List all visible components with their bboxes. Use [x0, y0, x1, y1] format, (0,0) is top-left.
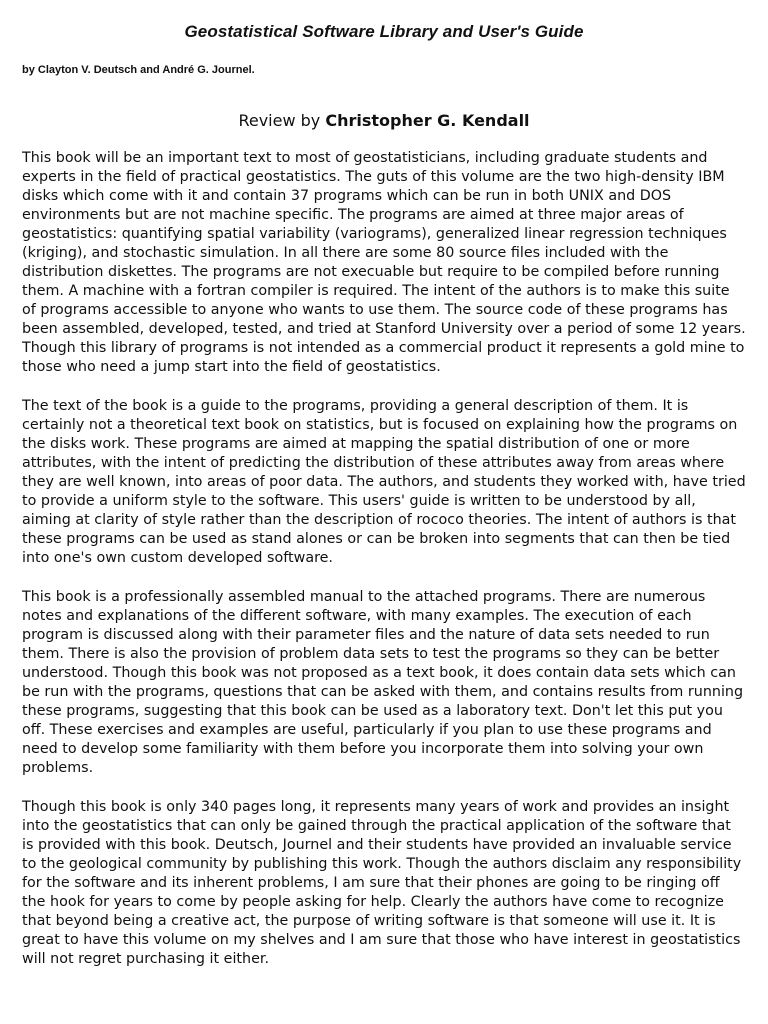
- reviewer-name: Christopher G. Kendall: [325, 111, 530, 130]
- document-title: Geostatistical Software Library and User's Guide: [184, 22, 584, 41]
- review-body: [22, 149, 746, 989]
- paragraph-3: This book is a professionally assembled manual to the attached programs. There are numerous notes and explanations of the different software, with many examples. The execution of each program is discussed along with their parameter files and the nature of data sets needed to run them. There is also the provision of problem data sets to test the programs so they can be better understood. Though this book was not proposed as a text book, it does contain data sets which can be run with the programs, questions that can be asked with them, and contains results from running these programs, suggesting that this book can be used as a laboratory text. Don't let this put you off. These exercises and examples are useful, particularly if you plan to use these programs and need to develop some familiarity with them before you incorporate them into solving your own problems.: [22, 589, 744, 776]
- paragraph-1: This book will be an important text to most of geostatisticians, including graduate students and experts in the field of practical geostatistics. The guts of this volume are the two high-density IBM disks which come with it and contain 37 programs which can be run in both UNIX and DOS environments but are not machine specific. The programs are aimed at three major areas of geostatistics: quantifying spatial variability (variograms), generalized linear regression techniques (kriging), and stochastic simulation. In all there are some 80 source files included with the distribution diskettes. The programs are not execuable but require to be compiled before running them. A machine with a fortran compiler is required. The intent of the authors is to make this suite of programs accessible to anyone who wants to use them. The source code of these programs has been assembled, developed, tested, and tried at Stanford University over a period of some 12 years. Though this library of programs is not intended as a commercial product it represents a gold mine to those who need a jump start into the field of geostatistics.: [22, 150, 746, 375]
- paragraph-4: Though this book is only 340 pages long, it represents many years of work and provides an insight into the geostatistics that can only be gained through the practical application of the software that is provided with this book. Deutsch, Journel and their students have provided an invaluable service to the geological community by publishing this work. Though the authors disclaim any responsibility for the software and its inherent problems, I am sure that their phones are going to be ringing off the hook for years to come by people asking for help. Clearly the authors have come to recognize that beyond being a creative act, the purpose of writing software is that someone will use it. It is great to have this volume on my shelves and I am sure that those who have interest in geostatistics will not regret purchasing it either.: [22, 799, 742, 967]
- review-byline: [0, 111, 768, 130]
- paragraph-2: The text of the book is a guide to the programs, providing a general description of them. It is certainly not a theoretical text book on statistics, but is focused on explaining how the programs on the disks work. These programs are aimed at mapping the spatial distribution of one or more attributes, with the intent of predicting the distribution of these attributes away from areas where they are well known, into areas of poor data. The authors, and students they worked with, have tried to provide a uniform style to the software. This users' guide is written to be understood by all, aiming at clarity of style rather than the description of rococo theories. The intent of authors is that these programs can be used as stand alones or can be broken into segments that can then be tied into one's own custom developed software.: [22, 398, 746, 566]
- author-byline: by Clayton V. Deutsch and André G. Journel.: [22, 64, 255, 76]
- review-prefix: Review by: [238, 111, 321, 130]
